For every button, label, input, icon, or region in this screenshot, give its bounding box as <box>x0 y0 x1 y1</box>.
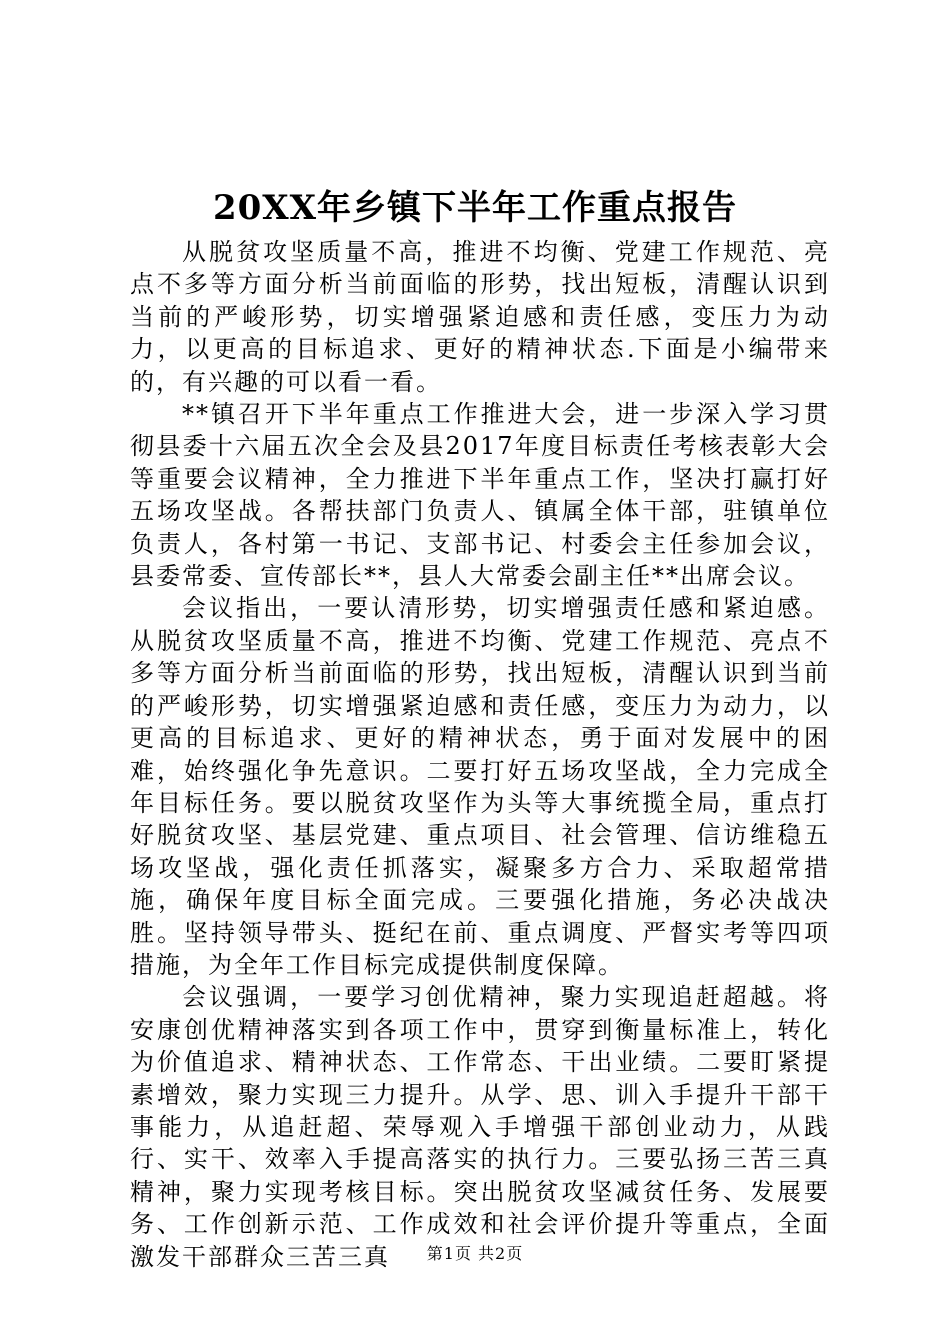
document-title: 20XX年乡镇下半年工作重点报告 <box>212 188 738 228</box>
paragraph-meeting: **镇召开下半年重点工作推进大会，进一步深入学习贯彻县委十六届五次全会及县2017年度目标责任考核表彰大会等重要会议精神，全力推进下半年重点工作，坚决打赢打好五场攻坚战。各帮扶部门负责人、镇属全体干部，驻镇单位负责人，各村第一书记、支部书记、村委会主任参加会议，县委常委、宣传部长**，县人大常委会副主任**出席会议。 <box>130 400 830 591</box>
page-footer: 第1页 共2页 <box>426 1244 524 1263</box>
paragraph-intro: 从脱贫攻坚质量不高，推进不均衡、党建工作规范、亮点不多等方面分析当前面临的形势，找出短板，清醒认识到当前的严峻形势，切实增强紧迫感和责任感，变压力为动力，以更高的目标追求、更好的精神状态.下面是小编带来的，有兴趣的可以看一看。 <box>130 238 830 396</box>
document-body <box>130 236 830 1273</box>
paragraph-meeting-points: 会议指出，一要认清形势，切实增强责任感和紧迫感。从脱贫攻坚质量不高，推进不均衡、党建工作规范、亮点不多等方面分析当前面临的形势，找出短板，清醒认识到当前的严峻形势，切实增强紧迫感和责任感，变压力为动力，以更高的目标追求、更好的精神状态，勇于面对发展中的困难，始终强化争先意识。二要打好五场攻坚战，全力完成全年目标任务。要以脱贫攻坚作为头等大事统揽全局，重点打好脱贫攻坚、基层党建、重点项目、社会管理、信访维稳五场攻坚战，强化责任抓落实，凝聚多方合力、采取超常措施，确保年度目标全面完成。三要强化措施，务必决战决胜。坚持领导带头、挺纪在前、重点调度、严督实考等四项措施，为全年工作目标完成提供制度保障。 <box>130 594 830 979</box>
paragraph-meeting-emphasis: 会议强调，一要学习创优精神，聚力实现追赶超越。将安康创优精神落实到各项工作中，贯穿到衡量标准上，转化为价值追求、精神状态、工作常态、干出业绩。二要盯紧提素增效，聚力实现三力提升。从学、思、训入手提升干部干事能力，从追赶超、荣辱观入手增强干部创业动力，从践行、实干、效率入手提高落实的执行力。三要弘扬三苦三真精神，聚力实现考核目标。突出脱贫攻坚减贫任务、发展要务、工作创新示范、工作成效和社会评价提升等重点，全面激发干部群众三苦三真 <box>130 983 830 1271</box>
